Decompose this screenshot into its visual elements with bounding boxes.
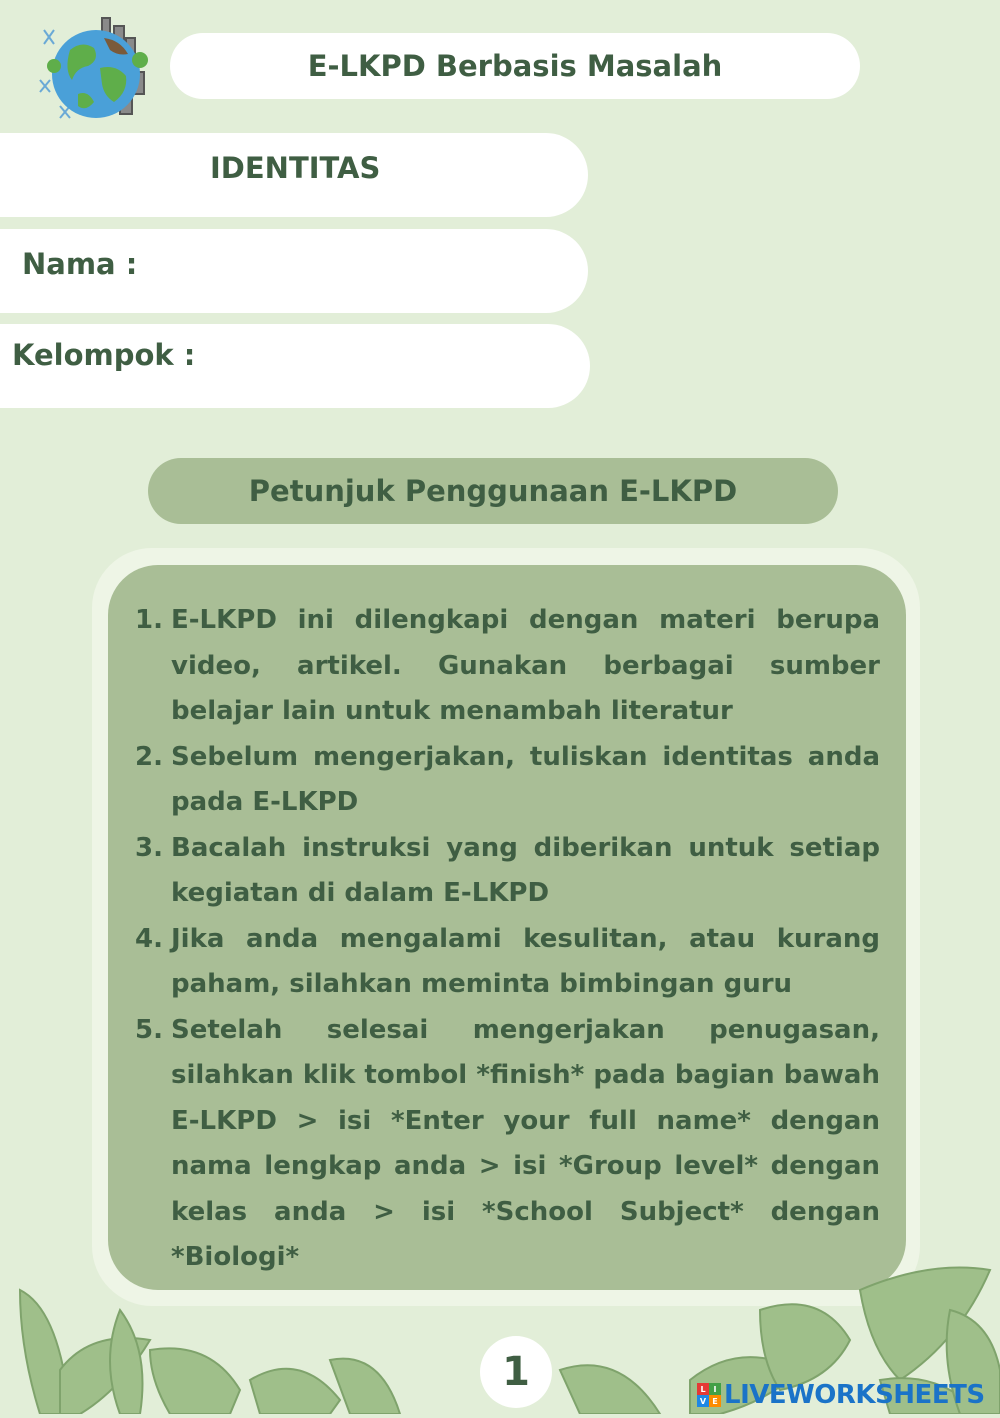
instruction-text: Bacalah instruksi yang diberikan untuk setiap kegiatan di dalam E-LKPD <box>171 832 880 908</box>
earth-city-icon <box>30 10 160 130</box>
instruction-number: 3. <box>135 832 163 863</box>
kelompok-field-bar <box>0 324 590 408</box>
instructions-heading: Petunjuk Penggunaan E-LKPD <box>148 458 838 524</box>
instructions-list <box>135 598 880 1281</box>
liveworksheets-logo-icon: L I V E <box>697 1383 721 1407</box>
instruction-item <box>135 1008 880 1281</box>
instruction-text: Jika anda mengalami kesulitan, atau kurang paham, silahkan meminta bimbingan guru <box>171 923 880 999</box>
identity-heading-bar <box>0 133 588 217</box>
instruction-number: 4. <box>135 923 163 954</box>
identity-heading: IDENTITAS <box>210 151 381 185</box>
instruction-item <box>135 917 880 1008</box>
nama-input[interactable] <box>150 249 554 295</box>
page-number: 1 <box>480 1336 552 1408</box>
instruction-item <box>135 598 880 735</box>
instruction-number: 2. <box>135 741 163 772</box>
kelompok-label: Kelompok : <box>12 338 196 372</box>
brand-text: LIVEWORKSHEETS <box>724 1380 985 1410</box>
instruction-item <box>135 826 880 917</box>
worksheet-title: E-LKPD Berbasis Masalah <box>170 33 860 99</box>
instruction-number: 1. <box>135 605 163 635</box>
instruction-text: E-LKPD ini dilengkapi dengan materi berupa video, artikel. Gunakan berbagai sumber belajar lain untuk menambah literatur <box>171 605 880 726</box>
nama-field-bar <box>0 229 588 313</box>
instruction-text: Setelah selesai mengerjakan penugasan, silahkan klik tombol *finish* pada bagian bawah E-LKPD > isi *Enter your full name* dengan nama lengkap anda > isi *Group level* dengan kelas anda > isi *School Subject* dengan *Biologi* <box>171 1014 880 1272</box>
instruction-text: Sebelum mengerjakan, tuliskan identitas anda pada E-LKPD <box>171 741 880 817</box>
kelompok-input[interactable] <box>200 344 564 390</box>
instruction-number: 5. <box>135 1014 163 1045</box>
liveworksheets-brand <box>697 1380 985 1410</box>
nama-label: Nama : <box>22 247 138 281</box>
instruction-item <box>135 735 880 826</box>
